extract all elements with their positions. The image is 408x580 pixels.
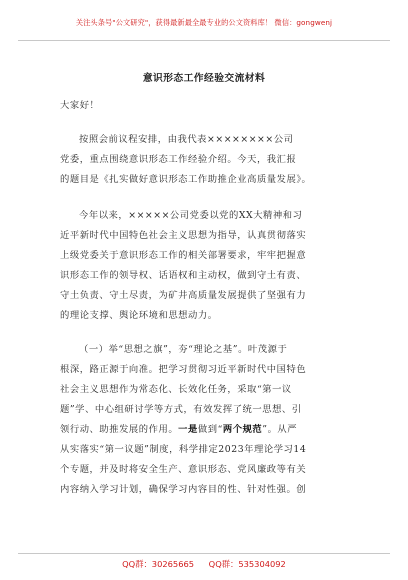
paragraph-intro bbox=[60, 130, 350, 190]
paragraph-line: （一）举“思想之旗”，夯“理论之基”。叶茂源于 bbox=[79, 344, 288, 355]
paragraph-line: 近平新时代中国特色社会主义思想为指导，认真贯彻落实 bbox=[60, 230, 307, 241]
bold-phrase: 两个规范 bbox=[222, 424, 263, 435]
paragraph-line: 上级党委关于意识形态工作的相关部署要求，牢牢把握意 bbox=[60, 250, 307, 261]
header-divider bbox=[18, 40, 390, 41]
bold-marker: 一是 bbox=[178, 424, 198, 435]
document-title: 意识形态工作经验交流材料 bbox=[142, 73, 266, 84]
paragraph-line bbox=[60, 420, 350, 440]
footer-qq-group-2: QQ群：535304092 bbox=[208, 559, 286, 569]
paragraph-section-one bbox=[60, 340, 350, 500]
paragraph-line: 根深，路正源于向准。把学习贯彻习近平新时代中国特色 bbox=[60, 364, 307, 375]
paragraph-overview bbox=[60, 206, 350, 326]
footer-divider bbox=[18, 553, 390, 554]
paragraph-line: 党委，重点围绕意识形态工作经验介绍。今天，我汇报 bbox=[60, 154, 297, 165]
paragraph-line: 守土负责、守土尽责，为矿井高质量发展提供了坚强有力 bbox=[60, 290, 307, 301]
text-run: 做到“ bbox=[197, 424, 223, 435]
paragraph-line: 题”学、中心组研讨学等方式，有效发挥了统一思想、引 bbox=[60, 404, 302, 415]
paragraph-line: 从实落实“第一议题”制度，科学排定2023年理论学习14 bbox=[60, 444, 307, 455]
paragraph-line: 识形态工作的领导权、话语权和主动权，做到守土有责、 bbox=[60, 270, 307, 281]
paragraph-line: 今年以来，×××××公司党委以党的XX大精神和习 bbox=[79, 210, 303, 221]
paragraph-line: 个专题，并及时将安全生产、意识形态、党风廉政等有关 bbox=[60, 464, 307, 475]
paragraph-line: 按照会前议程安排，由我代表××××××××公司 bbox=[79, 134, 294, 145]
paragraph-line: 内容纳入学习计划，确保学习内容目的性、针对性强。创 bbox=[60, 484, 307, 495]
paragraph-line: 社会主义思想作为常态化、长效化任务，采取“第一议 bbox=[60, 384, 292, 395]
footer-qq-group-1: QQ群：30265665 bbox=[122, 559, 195, 569]
header-banner: 关注头条号"公文研究"，获得最新最全最专业的公文资料库！ 微信：gongwenj bbox=[75, 18, 333, 27]
footer bbox=[0, 558, 408, 570]
paragraph-line: 的理论支撑、舆论环境和思想动力。 bbox=[60, 310, 218, 321]
text-run: 领行动、助推发展的作用。 bbox=[60, 424, 179, 435]
text-run: ”。从严 bbox=[262, 424, 298, 435]
greeting bbox=[60, 96, 350, 116]
greeting-text: 大家好！ bbox=[60, 100, 100, 111]
paragraph-line: 的题目是《扎实做好意识形态工作助推企业高质量发展》。 bbox=[60, 174, 312, 185]
